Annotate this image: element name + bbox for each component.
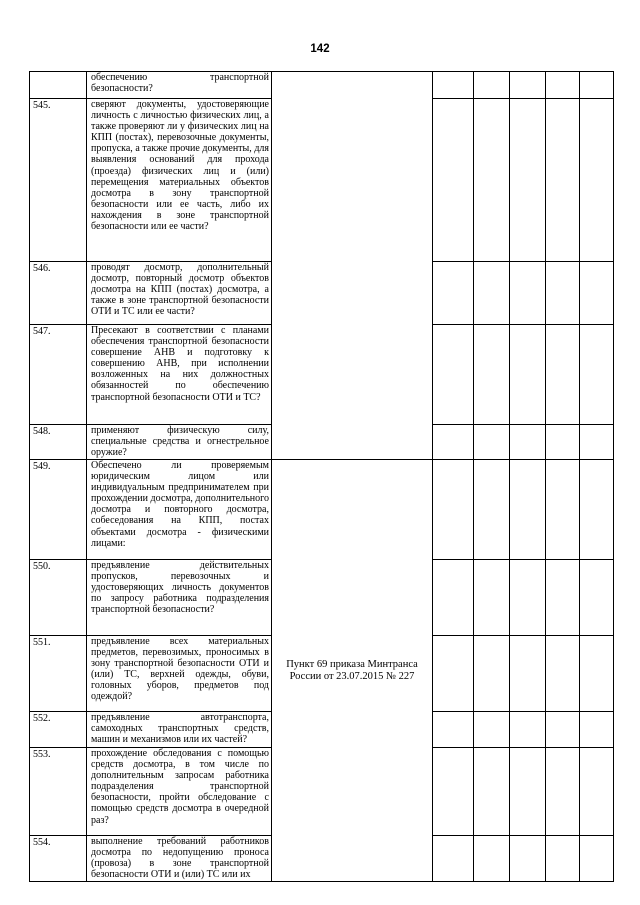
answer-cell[interactable] xyxy=(510,712,546,748)
answer-cell[interactable] xyxy=(510,262,546,325)
answer-cell[interactable] xyxy=(546,836,580,882)
answer-cell[interactable] xyxy=(433,325,474,425)
answer-cell[interactable] xyxy=(510,325,546,425)
answer-cell[interactable] xyxy=(510,460,546,560)
requirement-text: предъявление действительных пропусков, перевозочных и удостоверяющих личность документов по запросу работника подразделения транспортной безопасности? xyxy=(87,560,272,636)
answer-cell[interactable] xyxy=(474,460,510,560)
answer-cell[interactable] xyxy=(474,262,510,325)
table-row xyxy=(30,72,614,99)
answer-cell[interactable] xyxy=(433,748,474,836)
answer-cell[interactable] xyxy=(510,636,546,712)
answer-cell[interactable] xyxy=(510,99,546,262)
answer-cell[interactable] xyxy=(474,836,510,882)
answer-cell[interactable] xyxy=(546,325,580,425)
answer-cell[interactable] xyxy=(474,712,510,748)
answer-cell[interactable] xyxy=(546,748,580,836)
answer-cell[interactable] xyxy=(510,560,546,636)
row-number: 550. xyxy=(30,560,87,636)
answer-cell[interactable] xyxy=(510,836,546,882)
answer-cell[interactable] xyxy=(546,560,580,636)
answer-cell[interactable] xyxy=(433,99,474,262)
answer-cell[interactable] xyxy=(546,636,580,712)
row-number: 551. xyxy=(30,636,87,712)
answer-cell[interactable] xyxy=(546,460,580,560)
answer-cell[interactable] xyxy=(546,72,580,99)
row-number: 546. xyxy=(30,262,87,325)
row-number: 553. xyxy=(30,748,87,836)
answer-cell[interactable] xyxy=(474,72,510,99)
requirement-text: предъявление всех материальных предметов, перевозимых, проносимых в зону транспортной безопасности ОТИ и (или) ТС, верхней одежды, обуви, головных уборов, предметов под одеждой? xyxy=(87,636,272,712)
row-number: 552. xyxy=(30,712,87,748)
page-number: 142 xyxy=(310,43,330,55)
row-number xyxy=(30,72,87,99)
answer-cell[interactable] xyxy=(580,748,614,836)
answer-cell[interactable] xyxy=(433,712,474,748)
answer-cell[interactable] xyxy=(474,748,510,836)
answer-cell[interactable] xyxy=(546,262,580,325)
answer-cell[interactable] xyxy=(580,99,614,262)
legal-reference-cell-empty xyxy=(272,72,433,460)
requirement-text: выполнение требований работников досмотра по недопущению проноса (провоза) в зоне транспортной безопасности ОТИ и (или) ТС или их xyxy=(87,836,272,882)
answer-cell[interactable] xyxy=(580,425,614,460)
answer-cell[interactable] xyxy=(433,560,474,636)
answer-cell[interactable] xyxy=(580,560,614,636)
answer-cell[interactable] xyxy=(580,72,614,99)
answer-cell[interactable] xyxy=(474,325,510,425)
answer-cell[interactable] xyxy=(474,560,510,636)
answer-cell[interactable] xyxy=(510,72,546,99)
answer-cell[interactable] xyxy=(546,99,580,262)
answer-cell[interactable] xyxy=(580,460,614,560)
answer-cell[interactable] xyxy=(433,262,474,325)
answer-cell[interactable] xyxy=(580,712,614,748)
requirement-text: Обеспечено ли проверяемым юридическим лицом или индивидуальным предпринимателем при прохождении досмотра, дополнительного досмотра и повторного досмотра, собеседования на КПП, постах объектами досмотра - физическими лицами: xyxy=(87,460,272,560)
answer-cell[interactable] xyxy=(580,636,614,712)
answer-cell[interactable] xyxy=(546,425,580,460)
answer-cell[interactable] xyxy=(580,262,614,325)
answer-cell[interactable] xyxy=(510,425,546,460)
requirement-text: предъявление автотранспорта, самоходных транспортных средств, машин и механизмов или их частей? xyxy=(87,712,272,748)
row-number: 549. xyxy=(30,460,87,560)
answer-cell[interactable] xyxy=(433,425,474,460)
row-number: 548. xyxy=(30,425,87,460)
answer-cell[interactable] xyxy=(433,72,474,99)
answer-cell[interactable] xyxy=(546,712,580,748)
row-number: 554. xyxy=(30,836,87,882)
answer-cell[interactable] xyxy=(510,748,546,836)
answer-cell[interactable] xyxy=(580,836,614,882)
answer-cell[interactable] xyxy=(474,636,510,712)
requirement-text: прохождение обследования с помощью средств досмотра, в том числе по дополнительным запросам работника подразделения транспортной безопасности, пройти обследование с помощью средств досмотра в очередной раз? xyxy=(87,748,272,836)
row-number: 547. xyxy=(30,325,87,425)
legal-reference: Пункт 69 приказа Минтранса России от 23.07.2015 № 227 xyxy=(272,460,433,882)
requirement-text: проводят досмотр, дополнительный досмотр, повторный досмотр объектов досмотра на КПП (постах) досмотра, а также в зоне транспортной безопасности ОТИ и ТС или ее части? xyxy=(87,262,272,325)
requirements-table xyxy=(29,71,614,882)
requirement-text: Пресекают в соответствии с планами обеспечения транспортной безопасности совершение АНВ и подготовку к совершению АНВ, при исполнении возложенных на них должностных обязанностей по обеспечению транспортной безопасности ОТИ и ТС? xyxy=(87,325,272,425)
answer-cell[interactable] xyxy=(580,325,614,425)
requirement-text: сверяют документы, удостоверяющие личность с личностью физических лиц, а также проверяют ли у физических лиц на КПП (постах), перевозочные документы, пропуска, а также прочие документы, для выявления оснований для прохода (проезда) физических лиц и (или) перемещения материальных объектов досмотра в зону транспортной безопасности или ее часть, либо их нахождения в зоне транспортной безопасности или ее части? xyxy=(87,99,272,262)
answer-cell[interactable] xyxy=(474,99,510,262)
answer-cell[interactable] xyxy=(433,460,474,560)
requirement-text: применяют физическую силу, специальные средства и огнестрельное оружие? xyxy=(87,425,272,460)
row-number: 545. xyxy=(30,99,87,262)
answer-cell[interactable] xyxy=(474,425,510,460)
answer-cell[interactable] xyxy=(433,636,474,712)
table-row xyxy=(30,460,614,560)
requirement-text: обеспечению транспортной безопасности? xyxy=(87,72,272,99)
answer-cell[interactable] xyxy=(433,836,474,882)
